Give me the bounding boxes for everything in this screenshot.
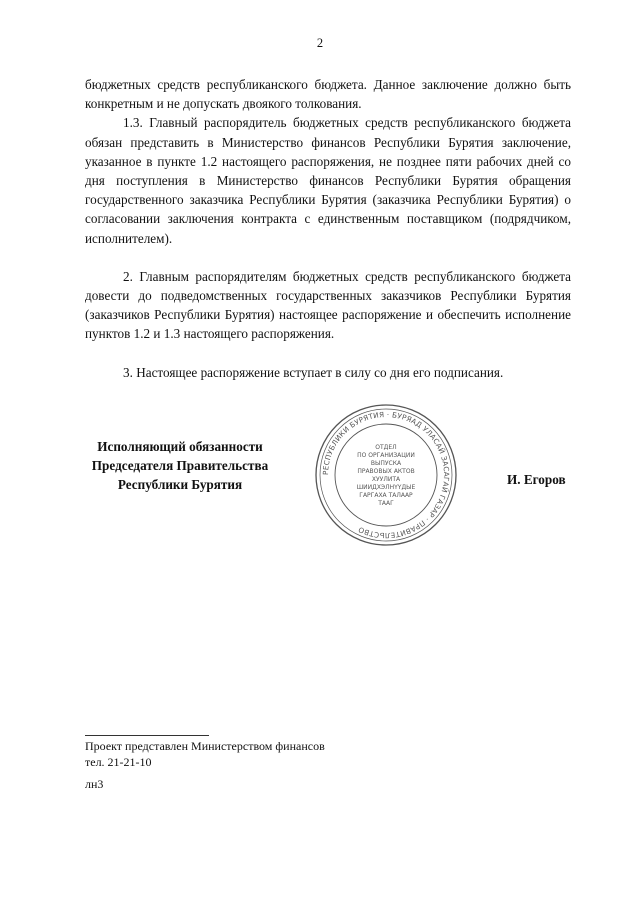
svg-text:ХУУЛИТА: ХУУЛИТА [371,476,401,483]
signatory-position [80,437,280,494]
signatory-line-1: Исполняющий обязанности [97,439,263,454]
svg-text:ТААГ: ТААГ [378,500,394,507]
seal-inner-text [357,444,416,507]
official-seal [314,403,458,547]
footnote-divider [85,735,209,736]
signatory-line-3: Республики Бурятия [117,477,243,492]
svg-text:ОТДЕЛ: ОТДЕЛ [375,444,397,451]
signatory-line-2: Председателя Правительства [91,458,269,473]
seal-outer-text: РЕСПУБЛИКИ БУРЯТИЯ · БУРЯАД УЛАСАЙ ЗАСАГАЙ ГАЗАР · ПРАВИТЕЛЬСТВО [320,409,452,541]
svg-text:ВЫПУСКА: ВЫПУСКА [370,460,402,467]
document-body [85,75,571,382]
document-code: лн3 [85,777,104,791]
footnote [85,738,325,770]
svg-text:ПО ОРГАНИЗАЦИИ: ПО ОРГАНИЗАЦИИ [357,452,415,459]
svg-text:ГАРГАХА ТАЛААР: ГАРГАХА ТАЛААР [359,492,413,499]
svg-text:ШИИДХЭЛНҮҮДЫЕ: ШИИДХЭЛНҮҮДЫЕ [356,484,416,491]
paragraph-2: 2. Главным распорядителям бюджетных средств республиканского бюджета довести до подведомственных государственных заказчиков Республики Бурятия (заказчиков Республики Бурятия) настоящее распоряжение и обеспечить исполнение пунктов 1.2 и 1.3 настоящего распоряжения. [85,268,571,342]
paragraph-1-3: 1.3. Главный распорядитель бюджетных средств республиканского бюджета обязан представить в Министерство финансов Республики Бурятия заключение, указанное в пункте 1.2 настоящего распоряжения, не позднее пяти рабочих дней со дня поступления в Министерство финансов Республики Бурятия обращения государственного заказчика Республики Бурятия (заказчика Республики Бурятия) о согласовании заключения контракта с единственным поставщиком (подрядчиком, исполнителем). [85,115,571,246]
paragraph-continuation: бюджетных средств республиканского бюджета. Данное заключение должно быть конкретным и не допускать двоякого толкования. [85,77,571,112]
paragraph-3: 3. Настоящее распоряжение вступает в силу со дня его подписания. [123,364,504,380]
footnote-phone: тел. 21-21-10 [85,755,152,769]
signatory-name: И. Егоров [507,472,566,487]
svg-text:ПРАВОВЫХ АКТОВ: ПРАВОВЫХ АКТОВ [357,468,415,475]
page-number: 2 [316,36,324,50]
footnote-project-source: Проект представлен Министерством финансов [85,739,325,753]
